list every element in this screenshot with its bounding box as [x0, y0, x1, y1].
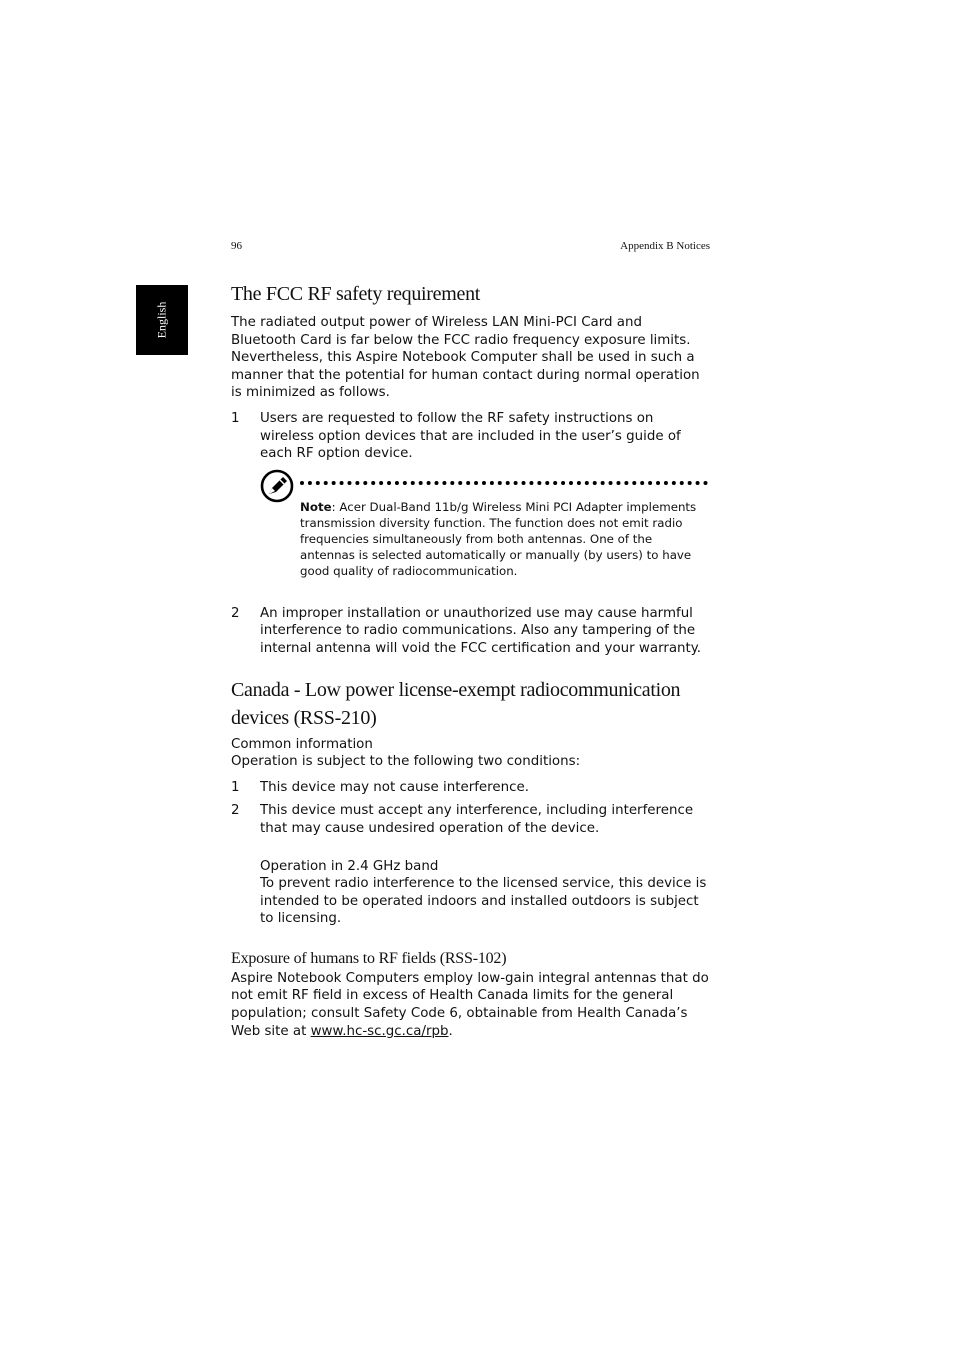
page-content	[231, 280, 711, 1040]
fcc-requirements-list-continued	[231, 605, 711, 658]
list-item-text: An improper installation or unauthorized use may cause harmful interference to radio communications. Also any tampering of the internal antenna will void the FCC certification and your warranty.	[260, 605, 702, 656]
conditions-list	[231, 779, 711, 838]
list-item-number: 1	[231, 410, 240, 426]
fcc-section-title: The FCC RF safety requirement	[231, 283, 481, 305]
list-item-number: 1	[231, 779, 240, 795]
list-item	[231, 779, 711, 797]
list-item-number: 2	[231, 605, 240, 621]
list-item	[231, 802, 711, 837]
note-body: : Acer Dual-Band 11b/g Wireless Mini PCI Adapter implements transmission diversity function. The function does not emit radio frequencies simultaneously from both antennas. One of the antennas is selected automatically or manually (by users) to have good quality of radiocommunication.	[300, 499, 697, 578]
band-operation-title: Operation in 2.4 GHz band	[260, 858, 439, 874]
band-operation-text: To prevent radio interference to the licensed service, this device is intended to be operated indoors and installed outdoors is subject to licensing.	[260, 876, 707, 927]
list-item-number: 2	[231, 803, 240, 819]
exposure-end: .	[448, 1023, 453, 1039]
note-pen-icon	[260, 469, 294, 503]
note-label: Note	[300, 499, 332, 514]
note-text	[300, 499, 700, 579]
fcc-intro-paragraph: The radiated output power of Wireless LAN Mini-PCI Card and Bluetooth Card is far below the FCC radio frequency exposure limits. Nevertheless, this Aspire Notebook Computer shall be used in such a manner that the potential for human contact during normal operation is minimized as follows.	[231, 315, 700, 401]
band-operation-block	[231, 858, 711, 928]
note-dotted-rule	[300, 481, 708, 485]
language-tab	[136, 285, 188, 355]
health-canada-link[interactable]: www.hc-sc.gc.ca/rpb	[310, 1023, 449, 1039]
exposure-text: Aspire Notebook Computers employ low-gain integral antennas that do not emit RF field in excess of Health Canada limits for the general population; consult Safety Code 6, obtainable from Health Canada’s Web site at	[231, 970, 709, 1039]
list-item-text: This device must accept any interference, including interference that may cause undesired operation of the device.	[260, 803, 694, 836]
list-item-text: Users are requested to follow the RF safety instructions on wireless option devices that are included in the user’s guide of each RF option device.	[260, 410, 681, 462]
common-information-label: Common information	[231, 736, 373, 752]
list-item	[231, 410, 711, 463]
conditions-intro: Operation is subject to the following two conditions:	[231, 754, 581, 770]
canada-section-title: Canada - Low power license-exempt radiocommunication devices (RSS-210)	[231, 678, 681, 729]
language-tab-label: English	[154, 301, 169, 339]
note-callout	[260, 469, 711, 581]
exposure-section-title: Exposure of humans to RF fields (RSS-102)	[231, 949, 507, 967]
exposure-paragraph	[231, 970, 711, 1040]
page-number: 96	[231, 240, 242, 252]
fcc-requirements-list	[231, 410, 711, 463]
list-item-text: This device may not cause interference.	[260, 779, 529, 795]
running-header: Appendix B Notices	[620, 240, 710, 252]
list-item	[231, 605, 711, 658]
